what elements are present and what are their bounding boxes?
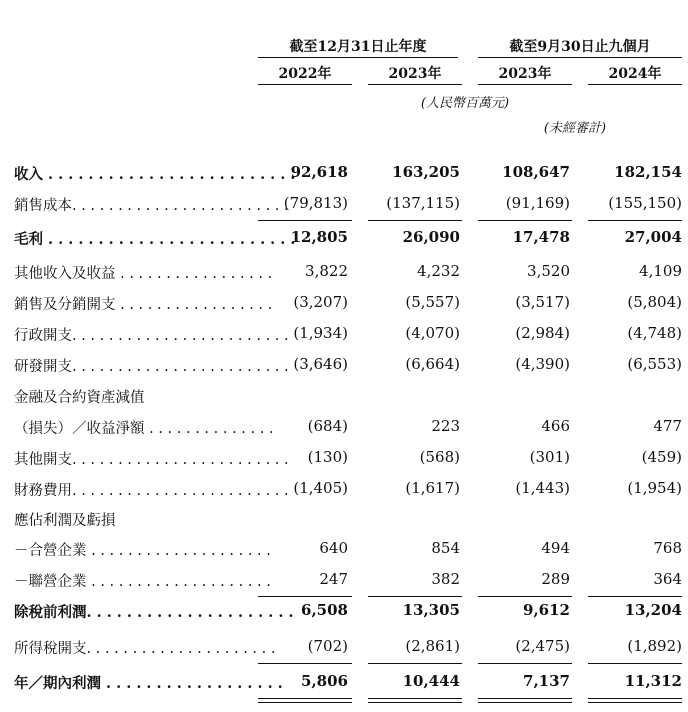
column-header-underline <box>478 84 572 85</box>
row-value: (702) <box>307 637 348 655</box>
row-label: 年／期內利潤 . . . . . . . . . . . . . . . . . . <box>14 675 283 692</box>
row-value: 768 <box>653 539 682 557</box>
row-value: (3,207) <box>293 293 348 311</box>
row-label: 應佔利潤及虧損 <box>14 513 116 529</box>
subtotal-underline <box>258 663 352 664</box>
row-label: 收入 . . . . . . . . . . . . . . . . . . . . . . . . . <box>14 166 296 183</box>
row-value: 11,312 <box>624 672 682 690</box>
column-header-underline <box>368 84 462 85</box>
total-double-underline <box>258 702 352 703</box>
row-value: 27,004 <box>624 228 682 246</box>
row-label: 金融及合約資產減值 <box>14 390 145 406</box>
row-value: 477 <box>653 417 682 435</box>
row-value: (684) <box>307 417 348 435</box>
row-value: 17,478 <box>512 228 570 246</box>
row-value: (137,115) <box>386 194 460 212</box>
column-year-header: 2023年 <box>388 66 442 82</box>
subtotal-underline <box>368 698 462 699</box>
row-value: (130) <box>307 448 348 466</box>
row-value: (1,954) <box>627 479 682 497</box>
row-value: 10,444 <box>402 672 460 690</box>
row-value: 640 <box>319 539 348 557</box>
row-value: 466 <box>541 417 570 435</box>
subtotal-underline <box>258 220 352 221</box>
row-label: 毛利 . . . . . . . . . . . . . . . . . . . . . . . . . <box>14 231 296 248</box>
row-value: (4,748) <box>627 324 682 342</box>
row-value: (91,169) <box>505 194 570 212</box>
total-double-underline <box>368 702 462 703</box>
row-label: 財務費用. . . . . . . . . . . . . . . . . . . . . . . . <box>14 483 289 499</box>
unaudited-note: (未經審計) <box>543 121 607 136</box>
subtotal-underline <box>368 663 462 664</box>
row-label: 所得稅開支. . . . . . . . . . . . . . . . . . . . . <box>14 641 276 657</box>
period-group-underline <box>258 57 458 58</box>
row-value: 163,205 <box>392 163 460 181</box>
row-label: 其他收入及收益 . . . . . . . . . . . . . . . . . <box>14 266 273 282</box>
subtotal-underline <box>478 698 572 699</box>
row-value: 382 <box>431 570 460 588</box>
subtotal-underline <box>258 596 352 597</box>
row-value: 289 <box>541 570 570 588</box>
row-value: (79,813) <box>283 194 348 212</box>
row-value: 92,618 <box>290 163 348 181</box>
row-label: －合營企業 . . . . . . . . . . . . . . . . . . . . <box>14 543 271 559</box>
row-value: 9,612 <box>523 601 570 619</box>
row-value: 6,508 <box>301 601 348 619</box>
period-group-underline <box>478 57 682 58</box>
row-label: 除稅前利潤. . . . . . . . . . . . . . . . . . . . . <box>14 604 294 621</box>
row-value: (1,934) <box>293 324 348 342</box>
total-double-underline <box>478 702 572 703</box>
row-value: 5,806 <box>301 672 348 690</box>
row-value: (155,150) <box>608 194 682 212</box>
row-label: 行政開支. . . . . . . . . . . . . . . . . . . . . . . . <box>14 328 289 344</box>
row-value: 223 <box>431 417 460 435</box>
row-value: 7,137 <box>523 672 570 690</box>
row-value: 4,232 <box>417 262 460 280</box>
row-value: 3,520 <box>527 262 570 280</box>
row-value: 364 <box>653 570 682 588</box>
row-value: (3,646) <box>293 355 348 373</box>
row-value: 4,109 <box>639 262 682 280</box>
row-value: (1,443) <box>515 479 570 497</box>
subtotal-underline <box>368 220 462 221</box>
row-value: (301) <box>529 448 570 466</box>
row-value: (1,617) <box>405 479 460 497</box>
row-value: (4,070) <box>405 324 460 342</box>
column-year-header: 2023年 <box>498 66 552 82</box>
row-value: (2,475) <box>515 637 570 655</box>
subtotal-underline <box>478 596 572 597</box>
row-label: 其他開支. . . . . . . . . . . . . . . . . . . . . . . . <box>14 452 289 468</box>
row-value: 247 <box>319 570 348 588</box>
row-value: (2,984) <box>515 324 570 342</box>
subtotal-underline <box>588 663 682 664</box>
row-value: (5,804) <box>627 293 682 311</box>
row-value: (2,861) <box>405 637 460 655</box>
row-value: 13,204 <box>624 601 682 619</box>
column-header-underline <box>588 84 682 85</box>
row-value: 854 <box>431 539 460 557</box>
period-group-header: 截至9月30日止九個月 <box>509 39 651 55</box>
row-value: (6,664) <box>405 355 460 373</box>
row-label: －聯營企業 . . . . . . . . . . . . . . . . . . . . <box>14 574 271 590</box>
column-header-underline <box>258 84 352 85</box>
row-value: (1,892) <box>627 637 682 655</box>
row-value: (4,390) <box>515 355 570 373</box>
subtotal-underline <box>258 698 352 699</box>
subtotal-underline <box>368 596 462 597</box>
row-value: (3,517) <box>515 293 570 311</box>
row-value: 12,805 <box>290 228 348 246</box>
row-label: 研發開支. . . . . . . . . . . . . . . . . . . . . . . . <box>14 359 289 375</box>
row-value: (568) <box>419 448 460 466</box>
column-year-header: 2022年 <box>278 66 332 82</box>
row-label: 銷售及分銷開支 . . . . . . . . . . . . . . . . . <box>14 297 273 313</box>
subtotal-underline <box>588 698 682 699</box>
row-value: 182,154 <box>614 163 682 181</box>
period-group-header: 截至12月31日止年度 <box>289 39 427 55</box>
column-year-header: 2024年 <box>608 66 662 82</box>
row-label: （損失）／收益淨額 . . . . . . . . . . . . . . <box>14 421 274 437</box>
unit-note: (人民幣百萬元) <box>420 96 510 111</box>
subtotal-underline <box>478 663 572 664</box>
subtotal-underline <box>588 220 682 221</box>
total-double-underline <box>588 702 682 703</box>
subtotal-underline <box>478 220 572 221</box>
row-value: 13,305 <box>402 601 460 619</box>
row-value: (6,553) <box>627 355 682 373</box>
row-label: 銷售成本. . . . . . . . . . . . . . . . . . . . . . . . <box>14 198 289 214</box>
row-value: (5,557) <box>405 293 460 311</box>
row-value: (459) <box>641 448 682 466</box>
row-value: (1,405) <box>293 479 348 497</box>
row-value: 494 <box>541 539 570 557</box>
row-value: 26,090 <box>402 228 460 246</box>
subtotal-underline <box>588 596 682 597</box>
row-value: 3,822 <box>305 262 348 280</box>
row-value: 108,647 <box>502 163 570 181</box>
